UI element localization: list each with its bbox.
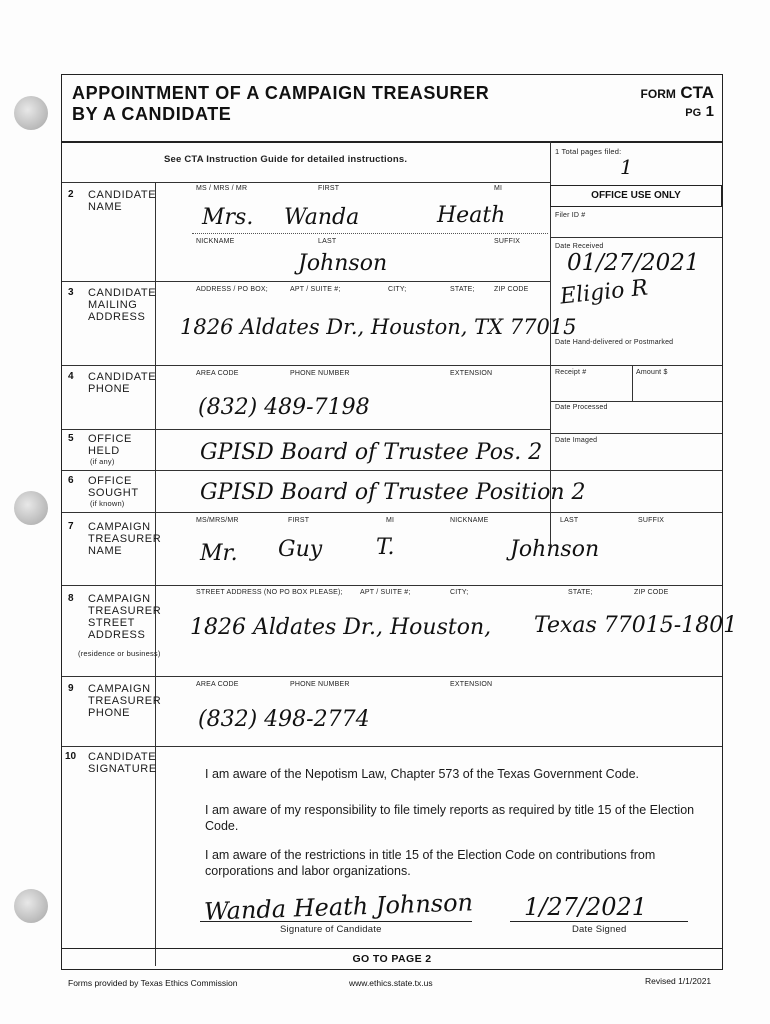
treasurer-street: 1826 Aldates Dr., Houston, [190, 615, 492, 640]
s10-number: 10 [65, 751, 77, 762]
s9-area-label: AREA CODE [196, 681, 239, 688]
amount-label: Amount $ [636, 369, 668, 376]
s2-ms-label: MS / MRS / MR [196, 185, 248, 192]
signature-label: Signature of Candidate [280, 924, 382, 935]
contributions-statement: I am aware of the restrictions in title 15 of the Election Code on contributions from corporations and labor organizations. [205, 848, 656, 878]
s3-title: CANDIDATE MAILING ADDRESS [88, 287, 157, 323]
received-initials: Eligio R [558, 275, 650, 310]
cta-form [61, 74, 738, 970]
processed-label: Date Processed [555, 404, 608, 411]
s3-state-label: STATE; [450, 286, 475, 293]
date-received-label: Date Received [555, 243, 604, 250]
s7-mi-label: MI [386, 517, 395, 524]
s2-mi-label: MI [494, 185, 503, 192]
s3-number: 3 [68, 287, 74, 298]
s2-last-label: LAST [318, 238, 337, 245]
s4-title: CANDIDATE PHONE [88, 371, 157, 395]
title-line-2: BY A CANDIDATE [72, 104, 232, 124]
s3-address-label: ADDRESS / PO BOX; [196, 286, 268, 293]
s8-state-label: STATE; [568, 589, 593, 596]
office-held: GPISD Board of Trustee Pos. 2 [200, 440, 543, 465]
s2-nickname-label: NICKNAME [196, 238, 235, 245]
candidate-last: Johnson [298, 251, 388, 276]
s7-nickname-label: NICKNAME [450, 517, 489, 524]
hand-delivered-label: Date Hand-delivered or Postmarked [555, 339, 674, 346]
candidate-phone: (832) 489-7198 [198, 395, 370, 420]
treasurer-ms: Mr. [200, 541, 238, 566]
go-to-page-2: GO TO PAGE 2 [352, 953, 432, 965]
s3-zip-label: ZIP CODE [494, 286, 529, 293]
s7-number: 7 [68, 521, 74, 532]
s2-first-label: FIRST [318, 185, 340, 192]
s2-title: CANDIDATE NAME [88, 189, 157, 213]
s4-ext-label: EXTENSION [450, 370, 493, 377]
candidate-first: Wanda [284, 205, 360, 230]
s8-title: CAMPAIGN TREASURER STREET ADDRESS [88, 593, 162, 641]
s4-area-label: AREA CODE [196, 370, 239, 377]
form-prefix: FORM [640, 87, 676, 101]
s2-number: 2 [68, 189, 74, 200]
binder-hole [14, 889, 48, 923]
date-signed-label: Date Signed [572, 924, 627, 935]
treasurer-first: Guy [278, 537, 323, 562]
footer-provider: Forms provided by Texas Ethics Commission [68, 978, 238, 988]
s8-zip-label: ZIP CODE [634, 589, 669, 596]
s9-ext-label: EXTENSION [450, 681, 493, 688]
s5-title: OFFICE HELD [88, 433, 132, 457]
office-sought: GPISD Board of Trustee Position 2 [200, 480, 586, 505]
footer-revised: Revised 1/1/2021 [645, 976, 712, 986]
date-signed: 1/27/2021 [524, 893, 648, 921]
s5-number: 5 [68, 433, 74, 444]
receipt-label: Receipt # [555, 369, 587, 376]
total-pages-value: 1 [620, 155, 633, 179]
candidate-address: 1826 Aldates Dr., Houston, TX 77015 [180, 315, 577, 339]
s9-number: 9 [68, 683, 74, 694]
title-line-1: APPOINTMENT OF A CAMPAIGN TREASURER [72, 83, 490, 103]
office-use-title: OFFICE USE ONLY [550, 185, 722, 207]
binder-hole [14, 96, 48, 130]
treasurer-last: Johnson [510, 537, 600, 562]
instructions: See CTA Instruction Guide for detailed instructions. [164, 154, 408, 165]
s4-phone-label: PHONE NUMBER [290, 370, 350, 377]
s8-sub: (residence or business) [78, 649, 161, 658]
nepotism-statement: I am aware of the Nepotism Law, Chapter 573 of the Texas Government Code. [205, 767, 640, 781]
page-number: 1 [705, 103, 714, 120]
s5-sub: (if any) [90, 457, 115, 466]
candidate-ms: Mrs. [202, 205, 254, 230]
s9-title: CAMPAIGN TREASURER PHONE [88, 683, 162, 719]
s7-first-label: FIRST [288, 517, 310, 524]
s2-suffix-label: SUFFIX [494, 238, 521, 245]
s3-city-label: CITY; [388, 286, 407, 293]
treasurer-phone: (832) 498-2774 [198, 707, 370, 732]
s8-street-label: STREET ADDRESS (NO PO BOX PLEASE); [196, 589, 343, 596]
s3-apt-label: APT / SUITE #; [290, 286, 341, 293]
page-prefix: PG [685, 107, 702, 119]
treasurer-mi: T. [376, 535, 395, 560]
candidate-signature: Wanda Heath Johnson [203, 888, 474, 926]
s8-city-label: CITY; [450, 589, 469, 596]
s7-ms-label: MS/MRS/MR [196, 517, 239, 524]
s7-last-label: LAST [560, 517, 579, 524]
form-code-value: CTA [680, 83, 714, 102]
s8-number: 8 [68, 593, 74, 604]
footer-url: www.ethics.state.tx.us [349, 978, 433, 988]
imaged-label: Date Imaged [555, 437, 598, 444]
s6-sub: (if known) [90, 499, 125, 508]
treasurer-state-zip: Texas 77015-1801 [534, 613, 738, 638]
form-code [641, 83, 714, 121]
reports-statement: I am aware of my responsibility to file timely reports as required by title 15 of the Election Code. [205, 803, 695, 833]
filer-id-label: Filer ID # [555, 212, 586, 219]
s6-title: OFFICE SOUGHT [88, 475, 139, 499]
s6-number: 6 [68, 475, 74, 486]
date-received-value: 01/27/2021 [567, 250, 700, 276]
s7-title: CAMPAIGN TREASURER NAME [88, 521, 162, 557]
candidate-mi: Heath [437, 203, 506, 228]
s8-apt-label: APT / SUITE #; [360, 589, 411, 596]
s10-title: CANDIDATE SIGNATURE [88, 751, 157, 775]
binder-hole [14, 491, 48, 525]
total-pages-label: 1 Total pages filed: [555, 147, 622, 156]
s7-suffix-label: SUFFIX [638, 517, 665, 524]
form-title [72, 83, 489, 125]
s4-number: 4 [68, 371, 74, 382]
s9-phone-label: PHONE NUMBER [290, 681, 350, 688]
